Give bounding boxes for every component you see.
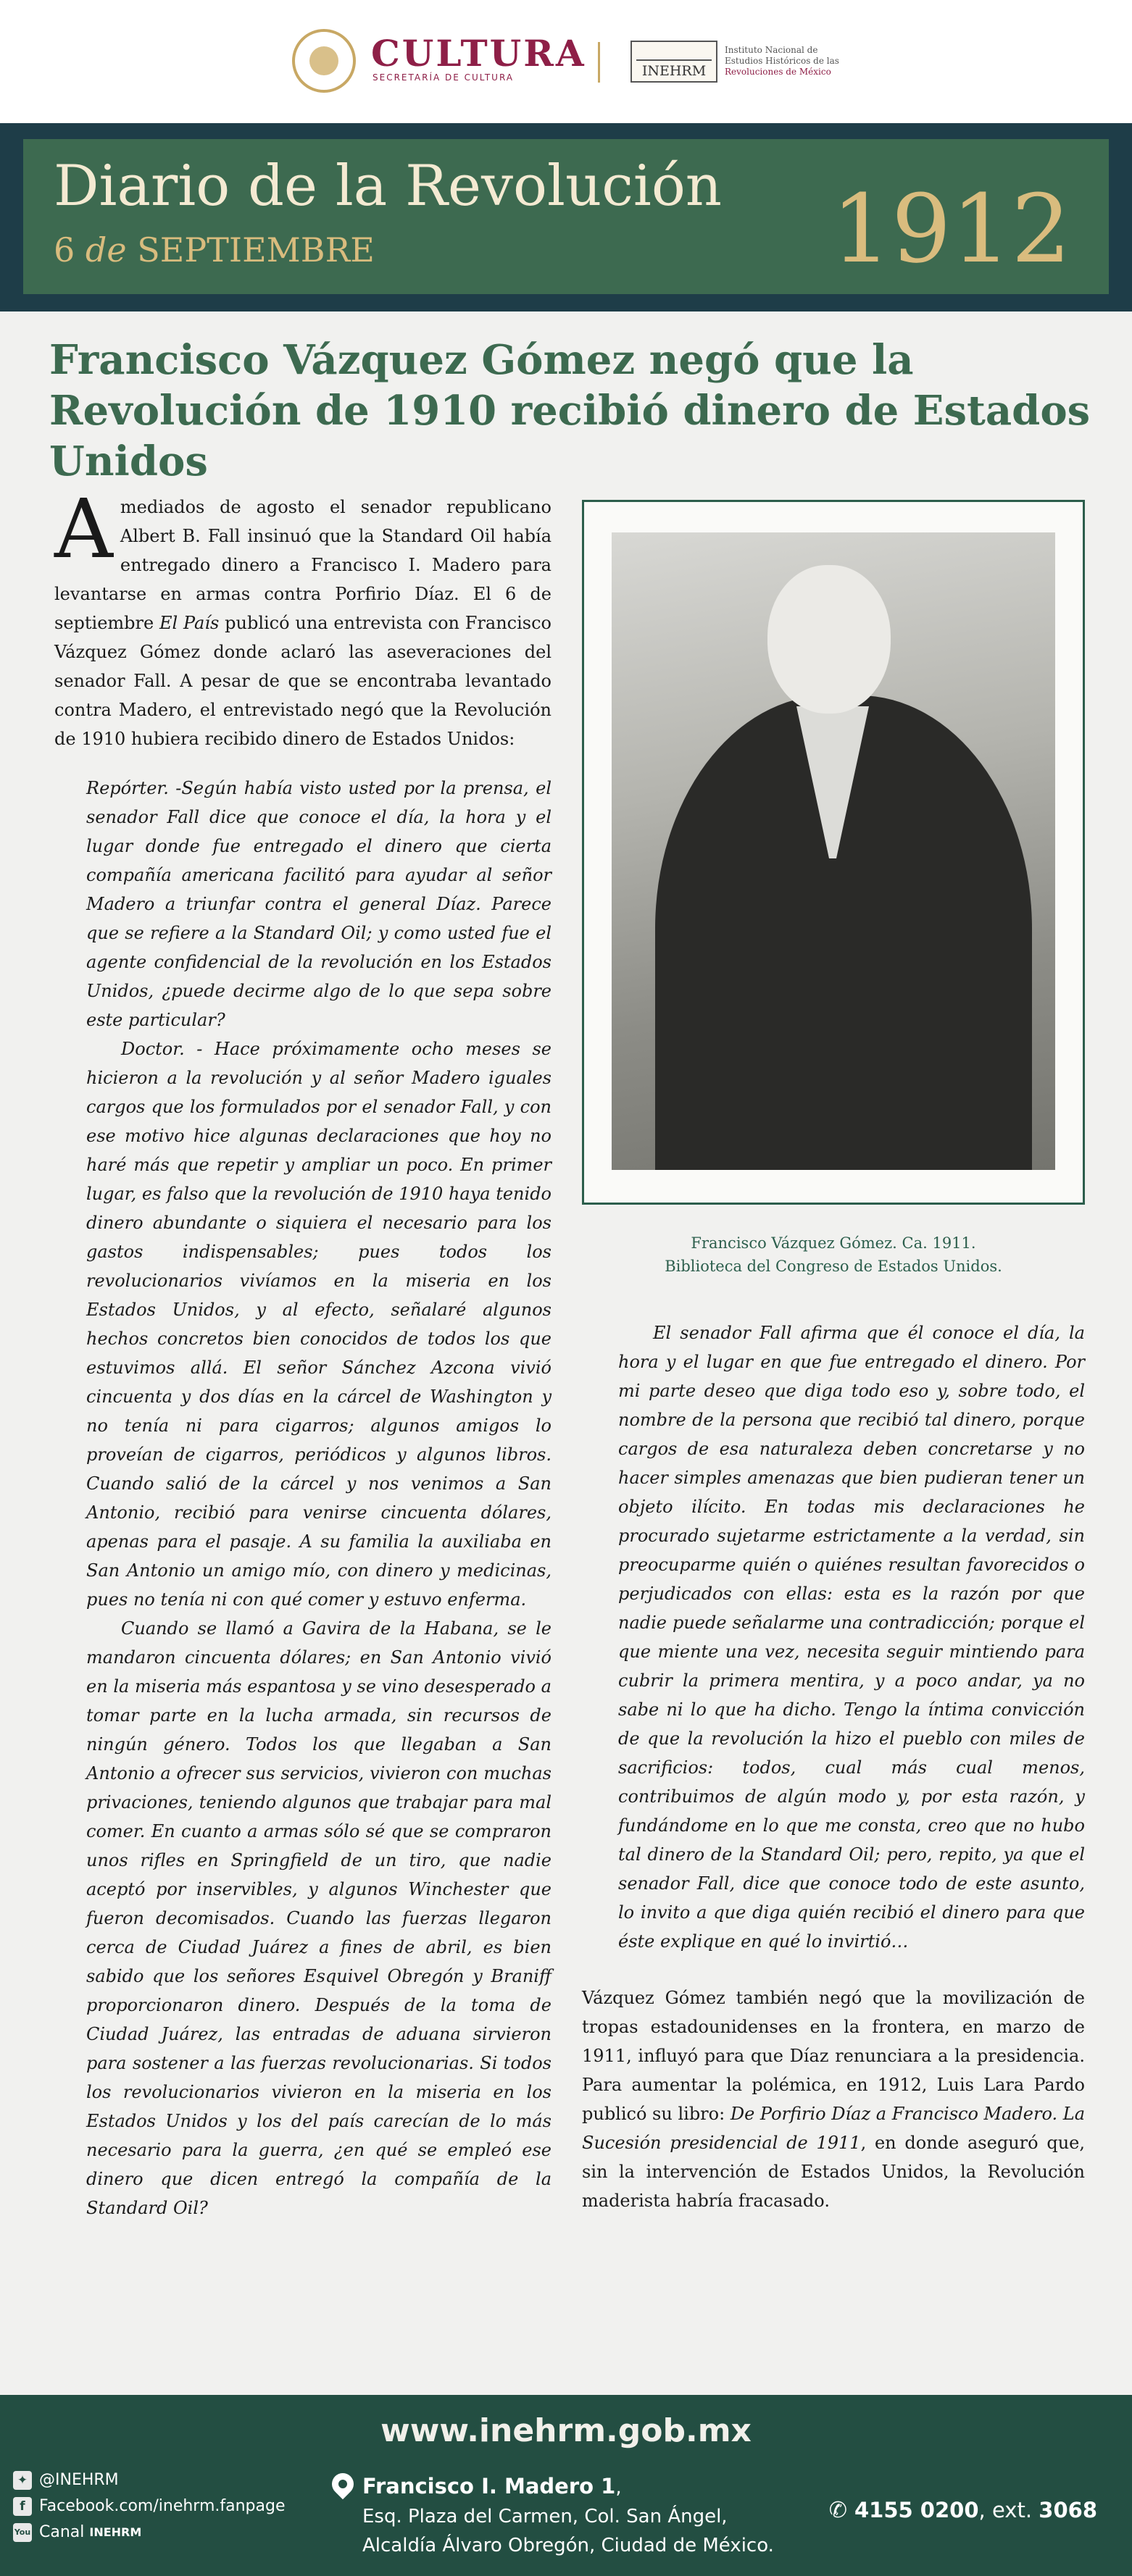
article-headline: Francisco Vázquez Gómez negó que la Revolución de 1910 recibió dinero de Estados Unidos xyxy=(49,336,1091,485)
website-link[interactable]: www.inehrm.gob.mx xyxy=(380,2412,752,2449)
facebook-icon: f xyxy=(13,2497,32,2516)
inehrm-fullname xyxy=(725,45,839,78)
youtube-channel: Canal xyxy=(39,2523,85,2541)
intro-text: publicó una entrevista con Francisco Vázquez Gómez donde aclaró las aseveraciones del senador Fall. A pesar de que se encontraba levantado contra Madero, el entrevistado negó que la Revolución de 1910 hubiera recibido dinero de Estados Unidos: xyxy=(54,613,552,749)
phone-block[interactable] xyxy=(829,2498,1097,2523)
footer xyxy=(0,2395,1132,2576)
series-title: Diario de la Revolución xyxy=(54,154,723,219)
banner-date xyxy=(54,230,375,269)
address-line: Alcaldía Álvaro Obregón, Ciudad de México. xyxy=(362,2535,774,2556)
left-column xyxy=(54,482,552,2222)
youtube-link[interactable] xyxy=(13,2519,286,2546)
inehrm-line: Instituto Nacional de xyxy=(725,45,818,55)
closing-text: Vázquez Gómez también negó que la movilización de tropas estadounidenses en la frontera, en marzo de 1911, influyó para que Díaz renunciara a la presidencia. Para aumentar la polémica, en 1912, Luis Lara Pardo publicó su libro: xyxy=(582,1988,1085,2124)
phone-ext: 3068 xyxy=(1039,2498,1097,2522)
secretaria-text: SECRETARÍA DE CULTURA xyxy=(373,72,515,83)
intro-text: mediados de agosto el senador republicano Albert B. Fall insinuó que la Standard Oil había entregado dinero a Francisco I. Madero para levantarse en armas contra Porfirio Díaz. El 6 de septiembre xyxy=(54,497,552,633)
quote-paragraph: Cuando se llamó a Gavira de la Habana, se le mandaron cincuenta dólares; en San Antonio vivió en la miseria más espantosa y se vino desesperado a tomar parte en la lucha armada, sin recursos de ningún género. Todos los que llegaban a San Antonio a ofrecer sus servicios, vivieron con muchas privaciones, teniendo algunos que trabajar para mal comer. En cuanto a armas sólo sé que se compraron unos rifles en Springfield de un tiro, que nadie aceptó por inservibles, y algunos Winchester que fueron decomisados. Cuando las fuerzas llegaron cerca de Ciudad Juárez a fines de abril, es bien sabido que los señores Esquivel Obregón y Braniff proporcionaron dinero. Después de la toma de Ciudad Juárez, las entradas de aduana sirvieron para sostener a las fuerzas revolucionarias. Si todos los revolucionarios vivieron en la miseria en los Estados Unidos y los del país carecían de lo más necesario para la guerra, ¿en qué se empleó ese dinero que dicen entregó la compañía de la Standard Oil? xyxy=(86,1618,552,2218)
interview-quote-continued xyxy=(618,1318,1085,1956)
caption-line: Francisco Vázquez Gómez. Ca. 1911. xyxy=(691,1234,976,1252)
address-block: Francisco I. Madero 1, Esq. Plaza del Carmen, Col. San Ángel, Alcaldía Álvaro Obregón, Ciudad de México. xyxy=(362,2472,774,2560)
inehrm-line: Estudios Históricos de las xyxy=(725,56,839,66)
building-icon xyxy=(636,46,712,61)
closing-paragraph xyxy=(582,1983,1085,2215)
phone-icon: ✆ xyxy=(828,2498,847,2523)
youtube-icon: You xyxy=(13,2523,32,2542)
logo-divider xyxy=(598,42,600,83)
photo-frame xyxy=(582,500,1085,1205)
seal-icon xyxy=(292,29,356,93)
ext-label: , ext. xyxy=(978,2498,1039,2522)
inehrm-logo-text: INEHRM xyxy=(641,63,707,79)
right-column xyxy=(582,1318,1085,2215)
quote-paragraph: Repórter. -Según había visto usted por la prensa, el senador Fall dice que conoce el día, la hora y el lugar donde fue entregado el dinero que cierta compañía americana facilitó para ayudar al señor Madero a triunfar contra el general Díaz. Parece que se refiere a la Standard Oil; y como usted fue el agente confidencial de la revolución en los Estados Unidos, ¿puede decirme algo de lo que sepa sobre este particular? xyxy=(86,778,552,1030)
intro-paragraph xyxy=(54,482,552,753)
newspaper-name: El País xyxy=(159,613,220,633)
portrait-photo xyxy=(612,532,1055,1170)
address-line: Esq. Plaza del Carmen, Col. San Ángel, xyxy=(362,2506,728,2527)
inehrm-line: Revoluciones de México xyxy=(725,67,831,77)
title-banner xyxy=(0,123,1132,311)
photo-figure-head xyxy=(767,565,891,714)
date-de: de xyxy=(85,230,127,269)
header-logos xyxy=(0,0,1132,123)
drop-cap: A xyxy=(54,482,113,577)
date-day: 6 xyxy=(54,230,75,269)
caption-line: Biblioteca del Congreso de Estados Unidos. xyxy=(665,1258,1002,1275)
quote-paragraph: El senador Fall afirma que él conoce el día, la hora y el lugar en que fue entregado el dinero. Por mi parte deseo que diga todo eso y, sobre todo, el nombre de la persona que recibió tal dinero, porque cargos de esa naturaleza deben concretarse y no hacer simples amenazas que bien pudieran tener un objeto ilícito. En todas mis declaraciones he procurado sujetarme estrictamente a la verdad, sin preocuparme quién o quiénes resultan favorecidos o perjudicados con ellas: esta es la razón por que nadie puede señalarme una contradicción; porque el que miente una vez, necesita seguir mintiendo para cubrir la primera mentira, y a poco andar, ya no sabe ni lo que ha dicho. Tengo la íntima convicción de que la revolución la hizo el pueblo con miles de sacrificios: todos, cual más cual menos, contribuimos de algún modo y, por esta razón, y fundándome en lo que me consta, creo que no hubo tal dinero de la Standard Oil; pero, repito, ya que el senador Fall, dice que conoce todo de este asunto, lo invito a que diga quién recibió el dinero para que éste explique en qué lo invirtió… xyxy=(618,1323,1085,1952)
social-links xyxy=(13,2467,286,2546)
location-pin-icon xyxy=(328,2469,358,2499)
date-month: SEPTIEMBRE xyxy=(137,230,375,269)
twitter-link[interactable] xyxy=(13,2467,286,2493)
quote-paragraph: Doctor. - Hace próximamente ocho meses se hicieron a la revolución y al señor Madero iguales cargos que los formulados por el senador Fall, y con ese motivo hice algunas declaraciones que hoy no haré más que repetir y ampliar un poco. En primer lugar, es falso que la revolución de 1910 haya tenido dinero abundante o siquiera el necesario para los gastos indispensables; pues todos los revolucionarios vivíamos en la miseria en los Estados Unidos, y al efecto, señalaré algunos hechos concretos bien conocidos de todos los que estuvimos allá. El señor Sánchez Azcona vivió cincuenta y dos días en la cárcel de Washington y no tenía ni para cigarros; algunos amigos lo proveían de cigarros, periódicos y algunos libros. Cuando salió de la cárcel y nos venimos a San Antonio, recibió para venirse cincuenta dólares, apenas para el pasaje. A su familia la auxiliaba en San Antonio un amigo mío, con dinero y medicinas, pues no tenía ni con qué comer y estuvo enferma. xyxy=(86,1039,552,1610)
inehrm-logo xyxy=(630,41,717,83)
twitter-handle: @INEHRM xyxy=(39,2471,119,2489)
book-title: De Porfirio Díaz a Francisco Madero. La Sucesión presidencial de 1911 xyxy=(582,2104,1085,2153)
facebook-url: Facebook.com/inehrm.fanpage xyxy=(39,2497,286,2515)
twitter-icon: ✦ xyxy=(13,2471,32,2490)
interview-quote xyxy=(86,774,552,2222)
youtube-channel-brand: INEHRM xyxy=(89,2525,142,2539)
phone-number: 4155 0200 xyxy=(854,2498,979,2522)
photo-caption xyxy=(582,1231,1085,1278)
banner-year: 1912 xyxy=(831,174,1071,284)
facebook-link[interactable] xyxy=(13,2493,286,2519)
closing-text: , en donde aseguró que, sin la intervención de Estados Unidos, la Revolución maderista habría fracasado. xyxy=(582,2133,1085,2211)
address-street: Francisco I. Madero 1 xyxy=(362,2474,616,2498)
cultura-logo-text: CULTURA xyxy=(371,32,586,75)
banner-inner xyxy=(23,139,1109,294)
